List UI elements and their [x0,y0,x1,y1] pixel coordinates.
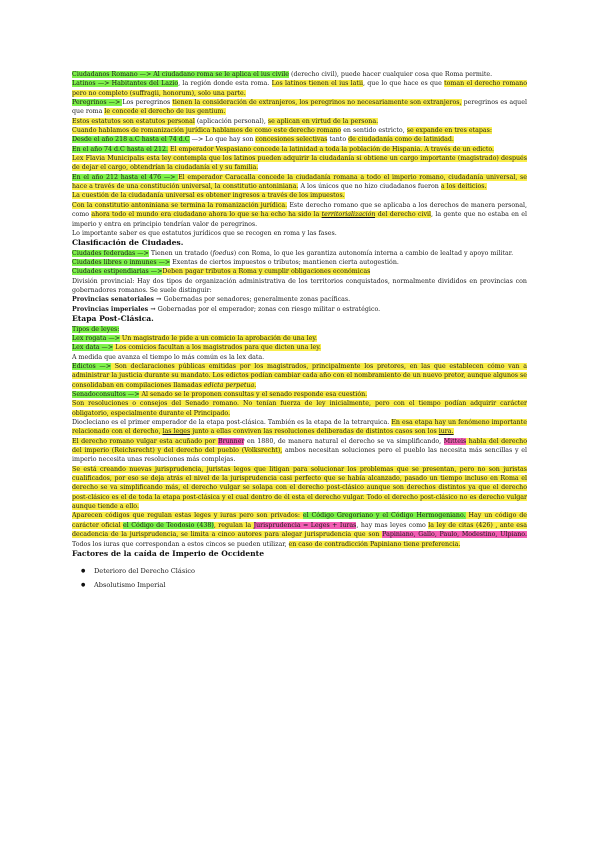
highlighted-text: Se está creando nuevas jurisprudencia, juristas legos que litigan para solucionar los problemas que se presentan, pero no son juristas cualificados, por eso se deja atrás el nivel de la jurisprudencia casi perfecto que se había alcanzado, pasado un tiempo incluso en Roma el derecho se va simplificando más, el derecho vulgar se solapa con el derecho post-clásico aunque son derechos distintos ya que [72,465,527,492]
paragraph [72,465,527,512]
highlighted-text: Brunner [217,437,245,445]
text-run: en sentido estricto, [341,127,407,135]
paragraph [72,511,527,548]
highlighted-text: Un magistrado le pide a un comicio la aprobación de una ley. [119,334,318,342]
highlighted-text: el derecho post-clásico es el de toda la etapa post-clásica y el cual dentro de él esta el derecho vulgar. Todo el derecho post-clásico no es derecho vulgar aunque tiende a ello. [72,484,527,511]
highlighted-text: Hay un código de carácter oficial [72,512,527,529]
paragraph [72,437,527,465]
highlighted-text: concesiones selectivas [255,136,328,144]
text-run: , la gente que no estaba en el imperio y entra en principio tendrían valor de peregrinos. [72,211,527,228]
highlighted-text: Lex rogata —> [72,334,120,342]
text-run: en 1880, de manera natural el derecho se va simplificando, [244,437,444,445]
highlighted-text: El emperador Caracalla concede la ciudadanía romana a todo el imperio romano, ciudadanía universal, se hace a través de una constitución universal, la constitutio antoniniana. [72,173,528,191]
paragraph [72,191,527,200]
text-run: Este derecho romano que se aplicaba a los derechos de manera personal, como [72,201,527,219]
list-item: ● Deterioro del Derecho Clásico [94,565,527,579]
paragraph [72,418,527,437]
text-run: tanto [327,136,349,144]
text-run: A medida que avanza el tiempo lo más común es la lex data. [72,353,265,361]
highlighted-text: En el año 74 d.C hasta el 212. [72,145,168,153]
list-item: ● Absolutismo Imperial [94,579,527,593]
paragraph [72,325,527,334]
highlighted-text: Papiniano, Gallo, Paulo, Modestino, Ulpiano. [382,531,527,539]
text-run: Lo importante saber es que estatutos jurídicos que se recogen en roma y las fases. [72,229,337,237]
highlighted-text: Latinos —> Habitantes del Lazio [72,80,179,88]
section-heading [72,238,527,249]
text-run: Gobernadas por el emperador; zonas con riesgo militar o estratégico. [157,305,381,313]
highlighted-text: la ley de citas (426) [428,521,493,529]
highlighted-text: iura. [438,428,454,436]
text-run: Provincias imperiales → [72,305,158,313]
text-run: ) con Roma, lo que les garantiza autonomía interna a cambio de lealtad y apoyo militar. [233,249,514,257]
highlighted-text: le concede el derecho de ius gentium. [104,108,226,116]
paragraph [72,135,527,144]
paragraph [72,353,527,362]
paragraph [72,201,527,229]
highlighted-text: Deben pagar tributos a Roma y cumplir obligaciones económicas [162,268,371,276]
paragraph [72,267,527,276]
paragraph [72,229,527,238]
bullet-list [72,565,527,592]
highlighted-text: del derecho civil [375,211,432,219]
highlighted-text: a los deiticios. [440,183,487,191]
highlighted-text: de ciudadanía como de latinidad. [348,136,454,144]
paragraph [72,362,527,390]
highlighted-text: Estos estatutos son estatutos personal [72,117,195,125]
paragraph [72,305,527,314]
paragraph [72,343,527,352]
highlighted-text: ahora todo el mundo era ciudadano ahora lo que se ha echo ha sido la [91,211,322,219]
paragraph [72,79,527,98]
highlighted-text: En esa etapa hay un fenómeno importante relacionado con el derecho, [72,419,527,436]
text-run: Los peregrinos [122,99,173,107]
highlighted-text: toman el derecho romano pero no completo (suffragii, honorum), solo una parte. [72,80,527,97]
highlighted-text: Son declaraciones públicas emitidas por los magistrados, principalmente los pretores, en las que establecen cómo van a administrar la justicia durante su mandato. Los edictos podían cambiar cada año con el nombramiento de un nuevo pretor, aunque algunos se consolidaban en compilaciones llamadas [72,362,528,389]
paragraph [72,399,527,418]
paragraph [72,258,527,267]
highlighted-text: Ciudades federadas —> [72,249,149,257]
highlighted-text: Los comicios facultan a los magistrados para que dicten una ley. [113,344,321,352]
text-run: División provincial: Hay dos tipos de organización administrativa de los territorios conquistados, normalmente divididos en provincias con gobernadores romanos. Se suele distinguir: [72,277,527,295]
highlighted-text: En el año 212 hasta el 476 —> [72,173,179,181]
paragraph [72,173,527,192]
highlighted-text: tienen la consideración de extranjeros, los peregrinos no necesariamente son extranjeros, [172,99,462,107]
highlighted-text: se aplican en virtud de la persona. [267,117,379,125]
highlighted-text: El emperador Vespasiano concede la latinidad a toda la población de Hispania. A través de un edicto. [167,145,495,153]
highlighted-text: junto a ellas conviven las resoluciones deliberadas de distintos casos son los [190,428,439,436]
text-run: A los únicos que no hizo ciudadanos fueron [298,183,441,191]
section-heading [72,314,527,325]
highlighted-text: Los latinos tienen el ius latii [271,80,363,88]
paragraph [72,70,527,79]
highlighted-text: Ciudadanos Romano —> Al ciudadano roma se le aplica el ius civile [72,71,290,78]
text-run: —> Lo que hay son [189,136,256,144]
text-run: , hay mas leyes como [356,521,429,529]
text-run: peregrinos es aquel que roma [72,99,527,116]
highlighted-text: . [254,381,257,389]
highlighted-text: , regulan la [213,521,254,529]
text-run: Etapa Post-Clásica. [72,314,154,324]
highlighted-text: Senadoconsultos —> [72,391,140,398]
text-run: foedus [212,249,234,257]
paragraph [72,334,527,343]
highlighted-text: Tipos de leyes: [72,325,120,333]
document-body [72,70,527,559]
paragraph [72,390,527,399]
highlighted-text: La cuestión de la ciudadanía universal es obtener ingresos a través de los impuestos. [72,192,345,200]
section-heading [72,549,527,560]
highlighted-text: El derecho romano vulgar esta acuñado por [72,437,218,445]
paragraph [72,117,527,126]
text-run: (aplicación personal), [194,117,268,125]
highlighted-text: Son resoluciones o consejos del Senado romano. No tenían fuerza de ley inicialmente, pero con el tiempo podían adquirir carácter obligatorio, especialmente durante el Principado. [72,400,527,417]
highlighted-text: el Código Gregoriano y el Código Hermogeniano. [302,512,466,520]
highlighted-text: Edictos —> [72,362,111,370]
text-run: Factores de la caída de Imperio de Occidente [72,548,265,558]
highlighted-text: Lex data —> [72,344,114,352]
paragraph [72,145,527,154]
paragraph [72,154,527,173]
highlighted-text: Mitteis [443,437,467,445]
text-run: , que lo que hace es que [362,80,445,88]
highlighted-text: se expande en tres etapas: [406,127,492,135]
highlighted-text: el Código de Teodosio (438) [123,521,214,529]
highlighted-text: Lex Flavia Municipalis esta ley contempla que los latinos pueden adquirir la ciudadanía si obtiene un cargo importante (magistrado) después de dejar el cargo, obtendrían la ciudadanía el y su familia. [72,155,527,172]
paragraph [72,126,527,135]
text-run: ambos necesitan soluciones pero el pueblo las necesita más sencillas y el imperio necesita unas resoluciones más complejas. [72,447,527,464]
text-run: Exentas de ciertos impuestos o tributos; mantienen cierta autogestión. [170,259,399,267]
highlighted-text: las leges [162,428,191,436]
text-run: Tienen un tratado ( [148,249,213,257]
highlighted-text: Ciudades estipendiarias —> [72,268,163,276]
highlighted-text: , ante esa decadencia de la jurisprudencia, se limita a cinco autores para alegar jurisprudencia que son [72,521,527,539]
highlighted-text: edicta perpetua [203,381,255,389]
text-run: Gobernadas por senadores; generalmente zonas pacíficas. [163,296,351,304]
highlighted-text: Peregrinos —> [72,99,123,107]
paragraph [72,277,527,296]
text-run: Provincias senatoriales → [72,296,164,304]
paragraph [72,98,527,117]
paragraph [72,295,527,304]
paragraph [72,249,527,258]
highlighted-text: Aparecen códigos que regulan estas leges y iuras pero son privados: [72,512,303,520]
highlighted-text: habla del derecho del imperio (Reichsrecht) y del derecho del pueblo (Volksrecht), [72,437,527,455]
highlighted-text: Cuando hablamos de romanización jurídica hablamos de como este derecho romano [72,127,342,135]
text-run: (derecho civil), puede hacer cualquier cosa que Roma permite. [289,71,493,78]
highlighted-text: Ciudades libres o inmunes —> [72,259,171,267]
text-run: Todos los iuras que correspondan a estos cincos se pueden utilizar, [72,540,289,548]
highlighted-text: Con la constitutio antoniniana se termina la romanización jurídica. [72,201,288,209]
highlighted-text: en caso de contradicción Papiniano tiene preferencia. [288,540,461,548]
text-run: , la región donde esta roma. [178,80,272,88]
document-page [72,70,527,592]
text-run: Clasificación de Ciudades. [72,238,184,248]
text-run: Diocleciano es el primer emperador de la etapa post-clásica. También es la etapa de la tetrarquica. [72,419,392,427]
highlighted-text: Al senado se le proponen consultas y el senado responde esa cuestión. [139,391,368,398]
highlighted-text: Jurisprudencia = Leges + Iuras [253,521,357,529]
highlighted-text: Desde el año 218 a.C hasta el 74 d.C [72,136,190,144]
highlighted-text: territorialización [321,211,376,219]
